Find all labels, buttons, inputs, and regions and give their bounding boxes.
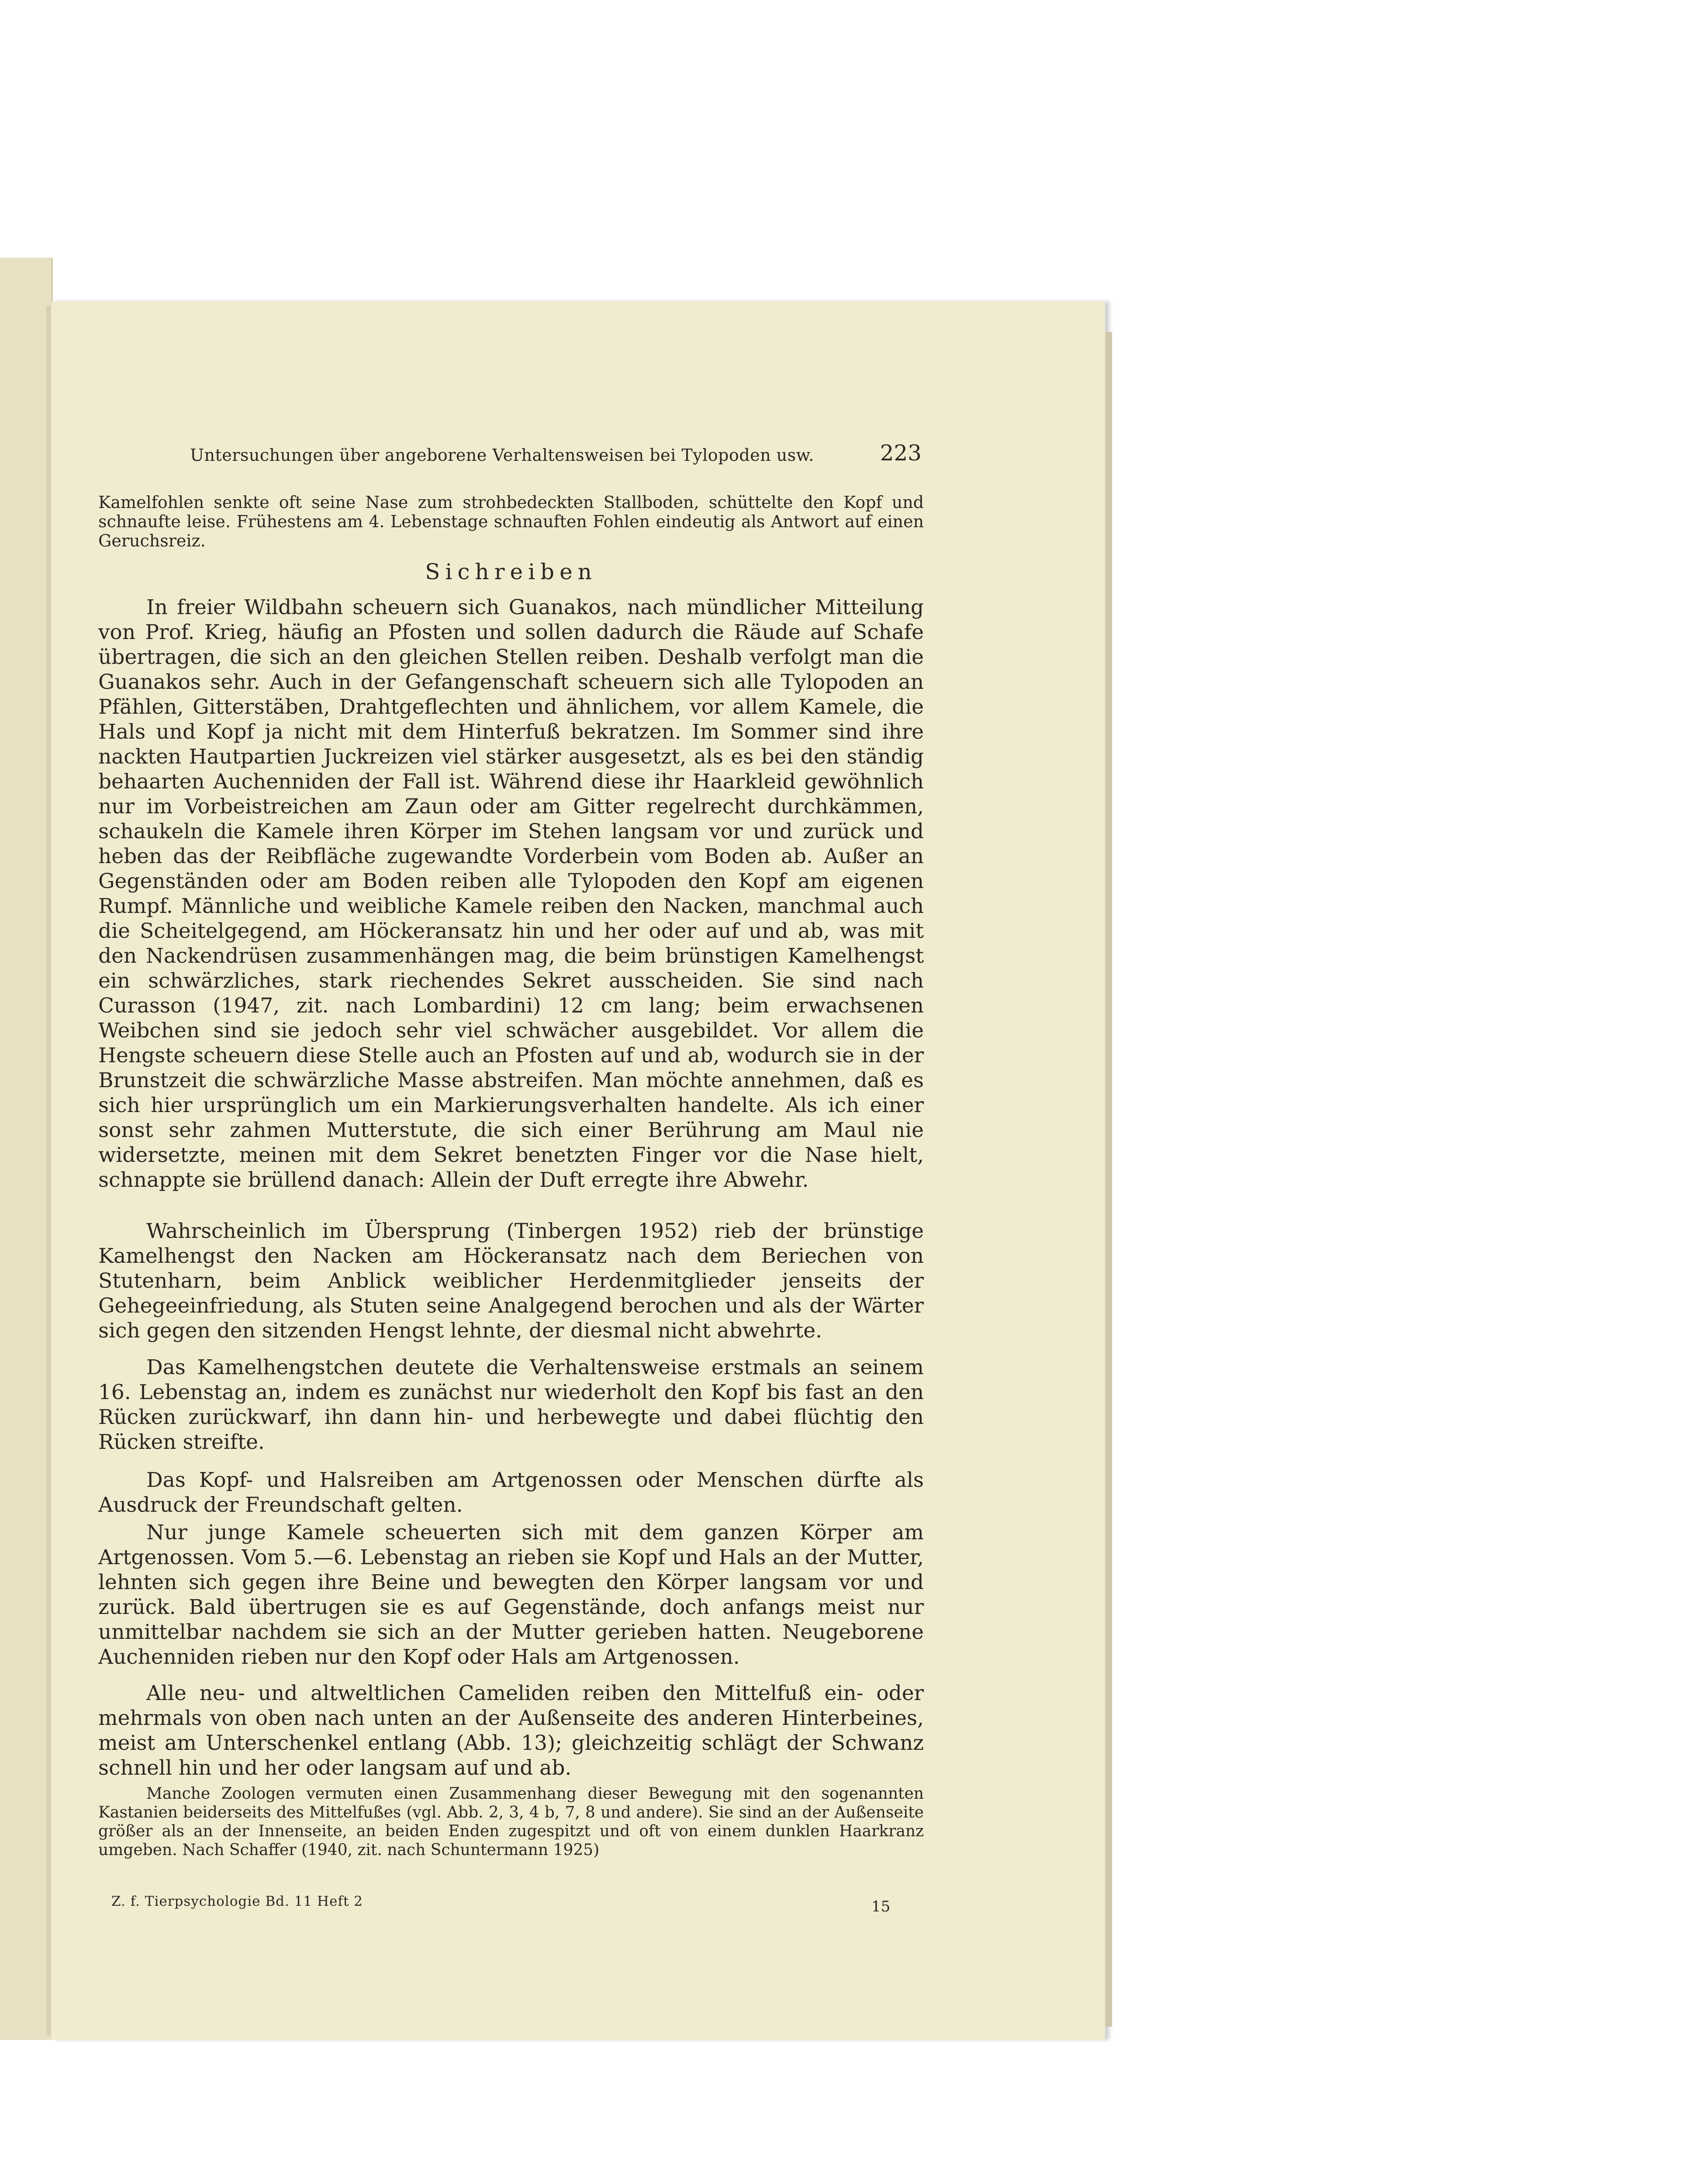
page-number: 223 <box>880 440 922 466</box>
left-page-edge <box>0 258 53 2040</box>
section-heading: Sichreiben <box>425 559 597 584</box>
paragraph-5: Nur junge Kamele scheuerten sich mit dem ganzen Körper am Artgenossen. Vom 5.—6. Lebenstag an rieben sie Kopf und Hals an der Mutter, lehnten sich gegen ihre Beine und bewegten den Körper langsam vor und zurück. Bald übertrugen sie es auf Gegenstände, doch anfangs meist nur unmittelbar nachdem sie sich an der Mutter gerieben hatten. Neugeborene Auchenniden rieben nur den Kopf oder Hals am Artgenossen. <box>98 1521 924 1669</box>
footnote: Manche Zoologen vermuten einen Zusammenhang dieser Bewegung mit den sogenannten Kastanien beiderseits des Mittelfußes (vgl. Abb. 2, 3, 4 b, 7, 8 und andere). Sie sind an der Außenseite größer als an der Innenseite, an beiden Enden zugespitzt und oft von einem dunklen Haarkranz umgeben. Nach Schaffer (1940, zit. nach Schuntermann 1925) <box>98 1785 924 1859</box>
journal-reference: Z. f. Tierpsychologie Bd. 11 Heft 2 <box>111 1894 363 1909</box>
paragraph-4: Das Kopf- und Halsreiben am Artgenossen oder Menschen dürfte als Ausdruck der Freundschaft gelten. <box>98 1468 924 1517</box>
signature-mark: 15 <box>871 1898 891 1915</box>
paragraph-6: Alle neu- und altweltlichen Cameliden reiben den Mittelfuß ein- oder mehrmals von oben nach unten an der Außenseite des anderen Hinterbeines, meist am Unterschenkel entlang (Abb. 13); gleichzeitig schlägt der Schwanz schnell hin und her oder langsam auf und ab. <box>98 1681 924 1780</box>
page-gutter <box>46 306 51 2035</box>
paragraph-2: Wahrscheinlich im Übersprung (Tinbergen 1952) rieb der brünstige Kamelhengst den Nacken am Höckeransatz nach dem Beriechen von Stutenharn, beim Anblick weiblicher Herdenmitglieder jenseits der Gehegeeinfriedung, als Stuten seine Analgegend berochen und als der Wärter sich gegen den sitzenden Hengst lehnte, der diesmal nicht abwehrte. <box>98 1219 924 1343</box>
running-head <box>96 440 922 471</box>
running-title: Untersuchungen über angeborene Verhaltensweisen bei Tylopoden usw. <box>190 446 814 465</box>
page-edge-shadow <box>1105 332 1112 2027</box>
paragraph-1: In freier Wildbahn scheuern sich Guanakos, nach mündlicher Mitteilung von Prof. Krieg, häufig an Pfosten und sollen dadurch die Räude auf Schafe übertragen, die sich an den gleichen Stellen reiben. Deshalb verfolgt man die Guanakos sehr. Auch in der Gefangenschaft scheuern sich alle Tylopoden an Pfählen, Gitterstäben, Drahtgeflechten und ähnlichem, vor allem Kamele, die Hals und Kopf ja nicht mit dem Hinterfuß bekratzen. Im Sommer sind ihre nackten Hautpartien Juckreizen viel stärker ausgesetzt, als es bei den ständig behaarten Auchenniden der Fall ist. Während diese ihr Haarkleid gewöhnlich nur im Vorbeistreichen am Zaun oder am Gitter regelrecht durchkämmen, schaukeln die Kamele ihren Körper im Stehen langsam vor und zurück und heben das der Reibfläche zugewandte Vorderbein vom Boden ab. Außer an Gegenständen oder am Boden reiben alle Tylopoden den Kopf am eigenen Rumpf. Männliche und weibliche Kamele reiben den Nacken, manchmal auch die Scheitelgegend, am Höckeransatz hin und her oder auf und ab, was mit den Nackendrüsen zusammenhängen mag, die beim brünstigen Kamelhengst ein schwärzliches, stark riechendes Sekret ausscheiden. Sie sind nach Curasson (1947, zit. nach Lombardini) 12 cm lang; beim erwachsenen Weibchen sind sie jedoch sehr viel schwächer ausgebildet. Vor allem die Hengste scheuern diese Stelle auch an Pfosten auf und ab, wodurch sie in der Brunstzeit die schwärzliche Masse abstreifen. Man möchte annehmen, daß es sich hier ursprünglich um ein Markierungsverhalten handelte. Als ich einer sonst sehr zahmen Mutterstute, die sich einer Berührung am Maul nie widersetzte, meinen mit dem Sekret benetzten Finger vor die Nase hielt, schnappte sie brüllend danach: Allein der Duft erregte ihre Abwehr. <box>98 595 924 1192</box>
paragraph-3: Das Kamelhengstchen deutete die Verhaltensweise erstmals an seinem 16. Lebenstag an, indem es zunächst nur wiederholt den Kopf bis fast an den Rücken zurückwarf, ihn dann hin- und herbewegte und dabei flüchtig den Rücken streifte. <box>98 1355 924 1454</box>
intro-paragraph: Kamelfohlen senkte oft seine Nase zum strohbedeckten Stallboden, schüttelte den Kopf und schnaufte leise. Frühestens am 4. Lebenstage schnauften Fohlen eindeutig als Antwort auf einen Geruchsreiz. <box>98 493 924 550</box>
